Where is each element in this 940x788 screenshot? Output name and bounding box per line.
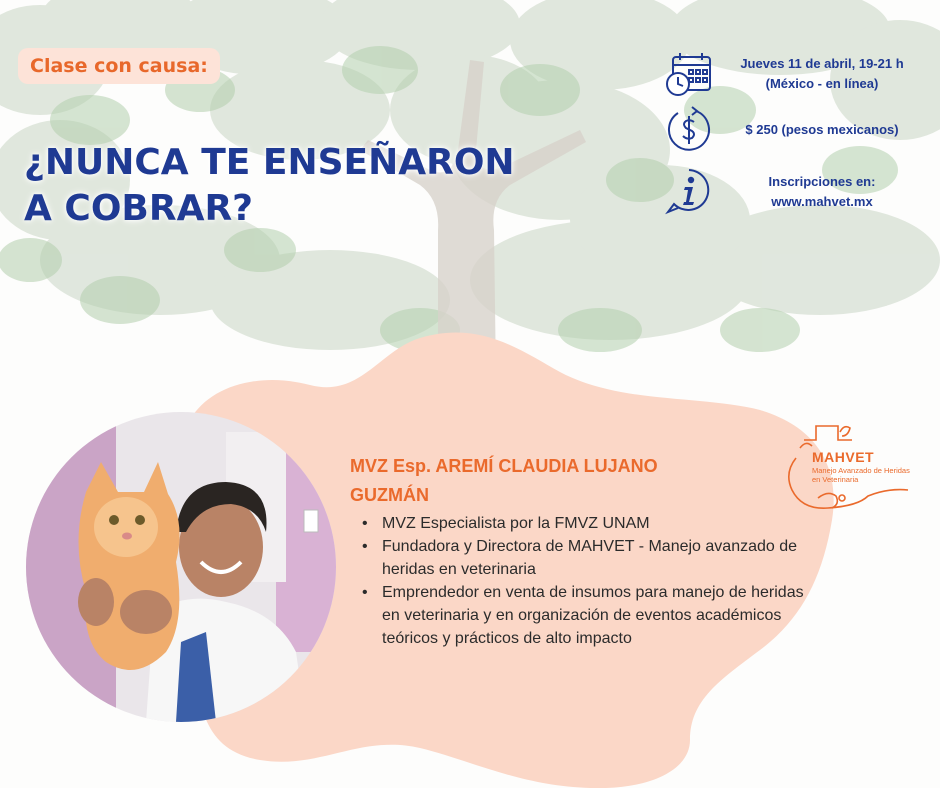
event-price-text: $ 250 (pesos mexicanos): [745, 122, 899, 137]
speaker-name-line-2: GUZMÁN: [350, 485, 429, 505]
event-date-line-2: (México - en línea): [765, 76, 879, 91]
logo-title: MAHVET: [812, 449, 875, 465]
logo-subtitle: Manejo Avanzado de Heridas en Veterinaria: [812, 466, 910, 484]
credential-item: • Fundadora y Directora de MAHVET - Manejo avanzado de heridas en veterinaria: [360, 535, 820, 581]
credential-item: • Emprendedor en venta de insumos para manejo de heridas en veterinaria y en organización de eventos académicos teóricos y prácticos de alto impacto: [360, 581, 820, 650]
headline-line-1: ¿NUNCA TE ENSEÑARON: [24, 142, 515, 183]
speaker-photo: [26, 412, 336, 722]
credential-item: • MVZ Especialista por la FMVZ UNAM: [360, 512, 820, 535]
event-tag-label: Clase con causa:: [30, 55, 208, 77]
speaker-credentials-list: [360, 512, 820, 650]
headline-line-2: A COBRAR?: [24, 188, 254, 229]
event-date-line-1: Jueves 11 de abril, 19-21 h: [740, 56, 904, 71]
registration-url[interactable]: www.mahvet.mx: [771, 194, 873, 209]
registration-label: Inscripciones en:: [768, 174, 876, 189]
speaker-name: [350, 452, 770, 510]
speaker-name-line-1: MVZ Esp. AREMÍ CLAUDIA LUJANO: [350, 456, 658, 476]
